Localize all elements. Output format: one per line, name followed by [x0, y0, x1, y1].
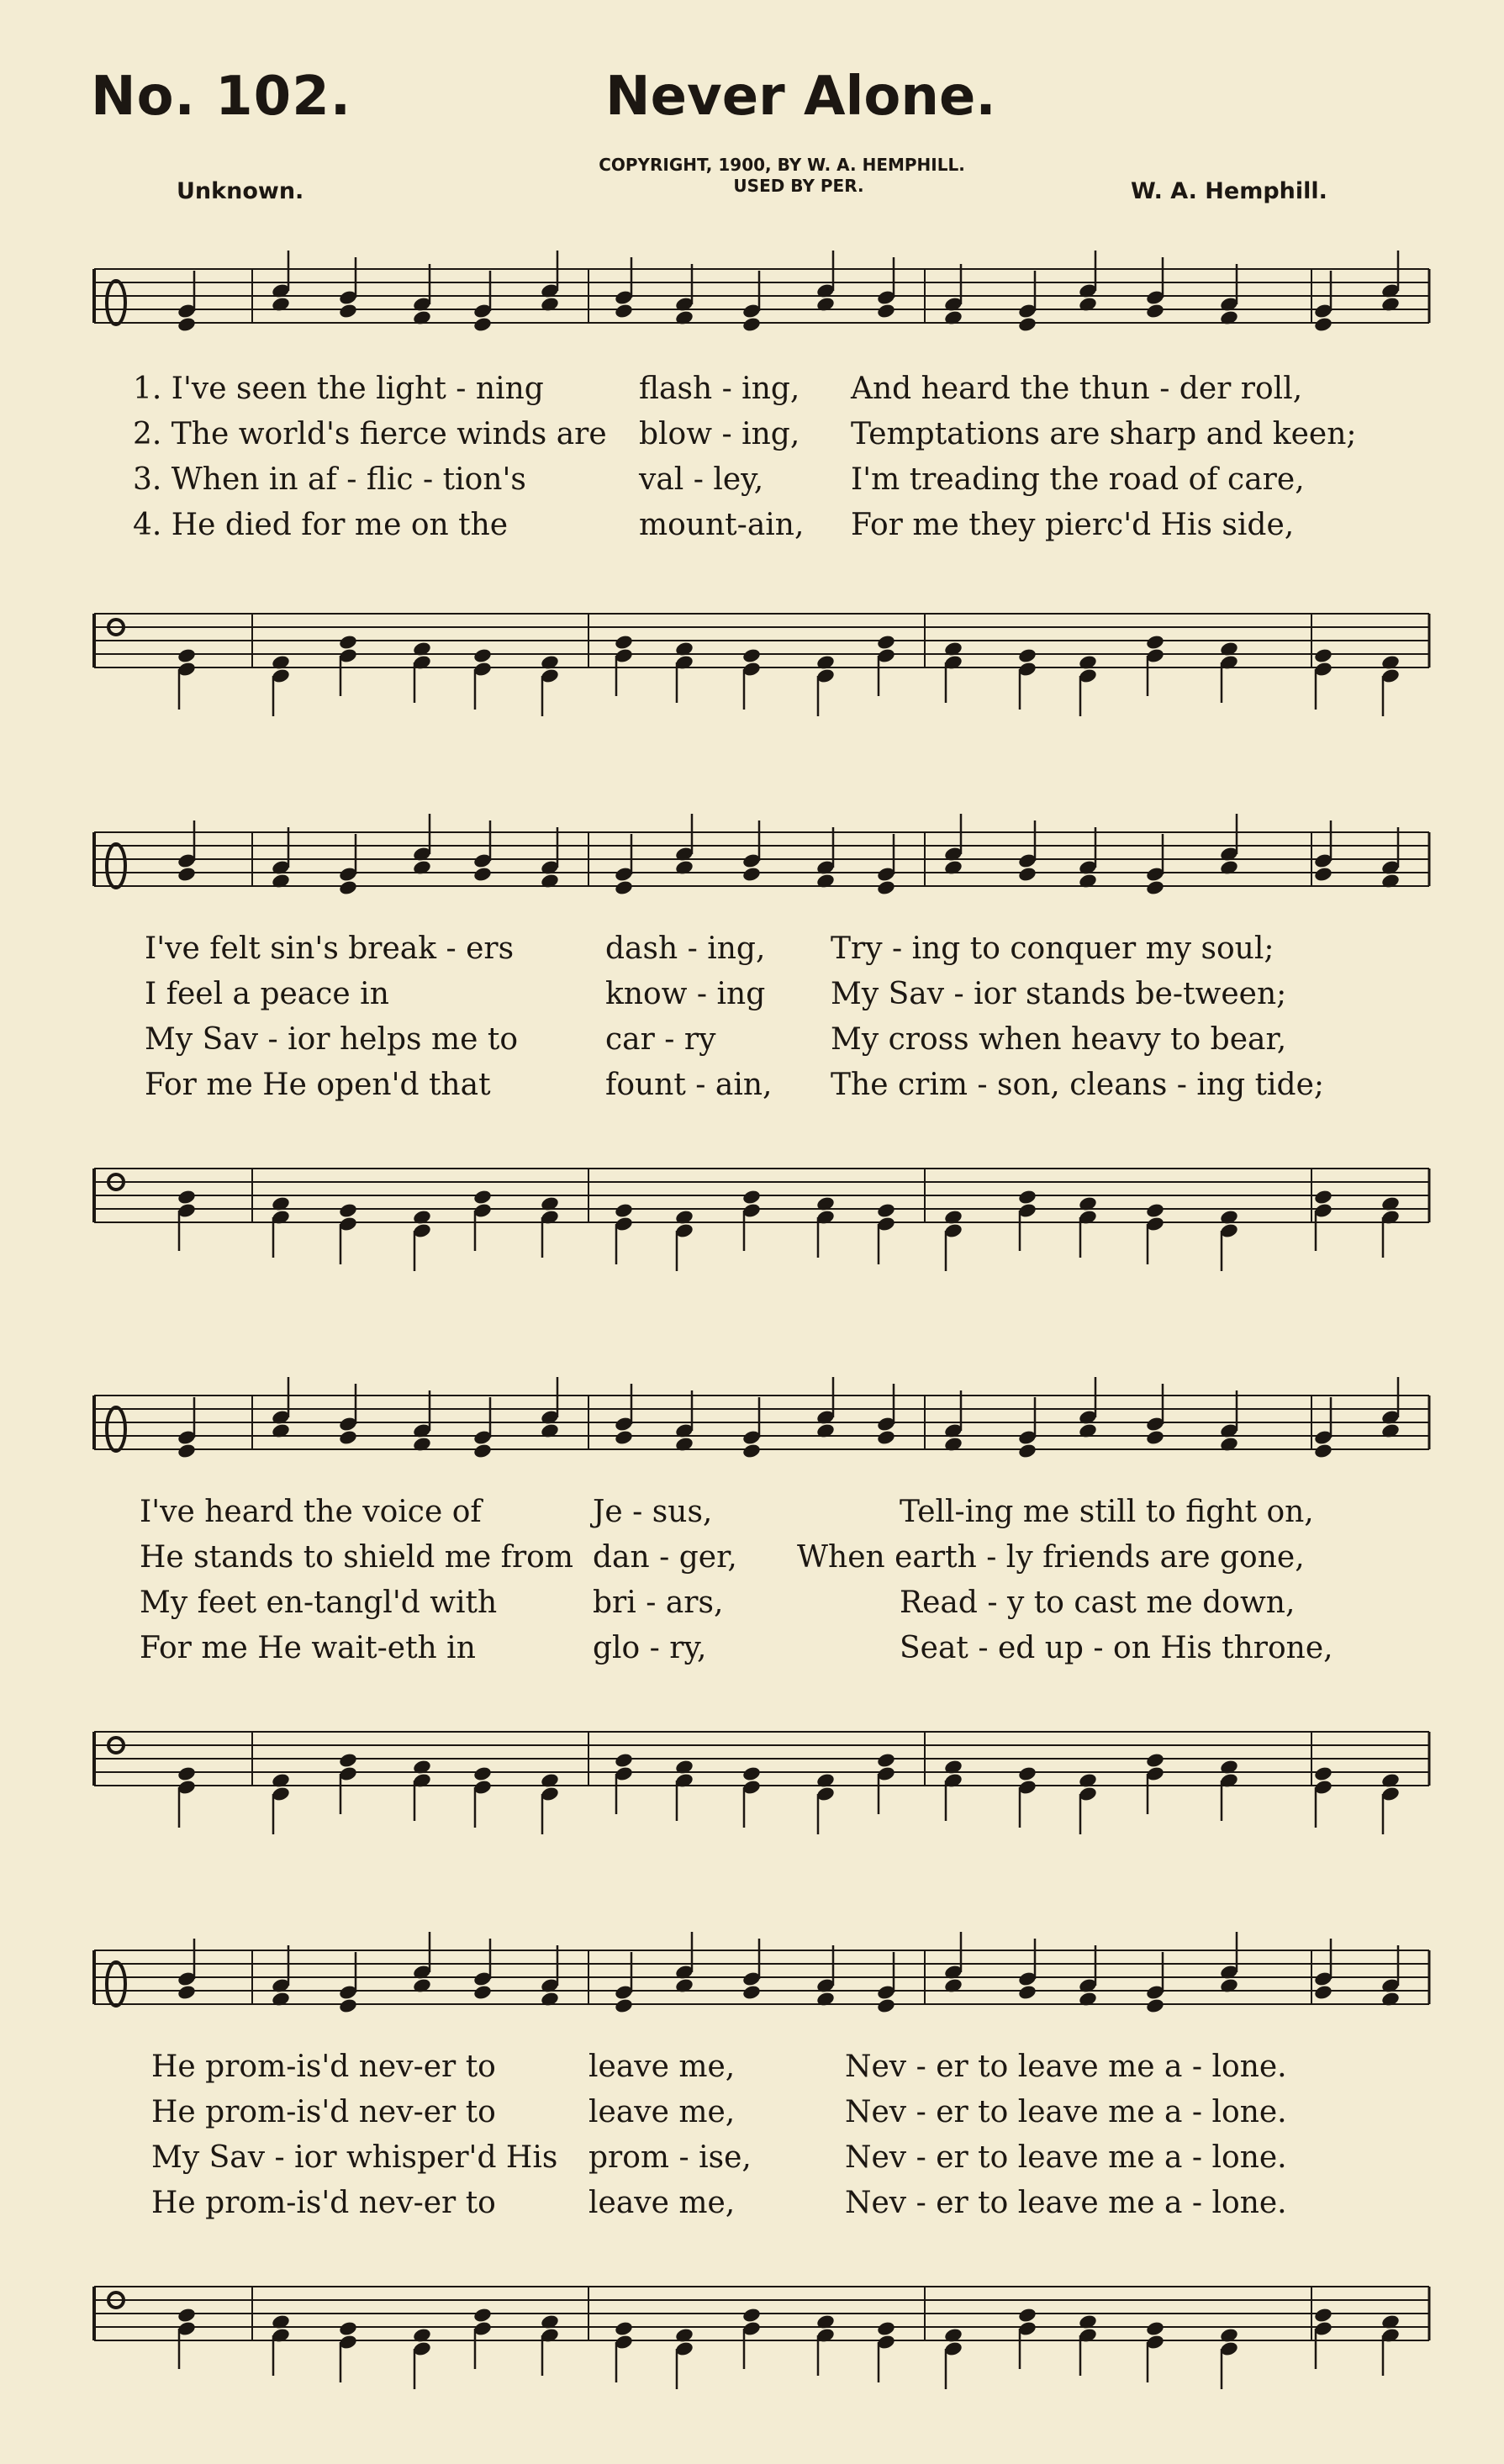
note-head	[472, 316, 493, 333]
note-head	[741, 647, 762, 664]
note-head	[1145, 1202, 1165, 1219]
bass-staff	[0, 580, 1504, 723]
verse-lyrics-block	[0, 367, 1504, 548]
lyric-phrase: 1. I've seen the light - ning	[133, 372, 544, 406]
lyric-phrase: leave me,	[588, 2186, 736, 2220]
lyric-phrase: car - ry	[605, 1022, 716, 1057]
lyric-line-verse-3	[0, 1580, 1504, 1626]
lyric-phrase: For me they pierc'd His side,	[851, 508, 1295, 542]
note-head	[741, 1189, 762, 1206]
note-head	[1145, 634, 1165, 651]
lyric-phrase: He prom-is'd nev-er to	[151, 2095, 496, 2129]
lyric-phrase: flash - ing,	[639, 372, 800, 406]
note-head	[614, 1997, 634, 2014]
note-head	[338, 1752, 358, 1769]
lyric-line-verse-4	[0, 1626, 1504, 1671]
lyric-phrase: He prom-is'd nev-er to	[151, 2186, 496, 2220]
bass-staff	[0, 1698, 1504, 1841]
lyric-line-verse-1	[0, 367, 1504, 412]
treble-clef-icon	[107, 844, 125, 888]
lyric-phrase: For me He open'd that	[145, 1068, 491, 1102]
note-head	[1145, 879, 1165, 896]
lyric-phrase: Nev - er to leave me a - lone.	[845, 2186, 1287, 2220]
note-head	[1313, 866, 1333, 883]
treble-staff	[0, 235, 1504, 370]
note-head	[1017, 2307, 1037, 2324]
lyric-phrase: Je - sus,	[593, 1495, 713, 1529]
note-head	[1313, 1189, 1333, 1206]
note-head	[1313, 316, 1333, 333]
lyric-phrase: My Sav - ior stands be-tween;	[831, 977, 1287, 1011]
note-head	[472, 1443, 493, 1459]
lyric-phrase: Read - y to cast me down,	[900, 1586, 1296, 1620]
treble-staff	[0, 1362, 1504, 1496]
note-head	[1017, 316, 1037, 333]
note-head	[1145, 2320, 1165, 2337]
note-head	[177, 1443, 197, 1459]
lyric-phrase: glo - ry,	[593, 1631, 707, 1665]
note-head	[741, 1443, 762, 1459]
lyric-phrase: Seat - ed up - on His throne,	[900, 1631, 1333, 1665]
note-head	[177, 1765, 197, 1782]
note-head	[741, 316, 762, 333]
note-head	[614, 879, 634, 896]
note-head	[741, 1984, 762, 2001]
lyric-phrase: The crim - son, cleans - ing tide;	[831, 1068, 1325, 1102]
note-head	[472, 1765, 493, 1782]
lyric-phrase: leave me,	[588, 2095, 736, 2129]
note-head	[1017, 647, 1037, 664]
note-head	[1313, 2307, 1333, 2324]
treble-staff	[0, 799, 1504, 933]
verse-lyrics-block	[0, 1490, 1504, 1671]
note-head	[338, 2320, 358, 2337]
note-head	[614, 634, 634, 651]
lyric-line-verse-1	[0, 2045, 1504, 2090]
note-head	[177, 647, 197, 664]
hymn-number: No. 102.	[91, 66, 352, 128]
lyric-phrase: He stands to shield me from	[140, 1540, 573, 1575]
note-head	[338, 1997, 358, 2014]
lyric-line-verse-2	[0, 1535, 1504, 1580]
note-head	[1017, 866, 1037, 883]
note-head	[338, 1429, 358, 1446]
bass-staff	[0, 2253, 1504, 2396]
lyric-phrase: dash - ing,	[605, 931, 766, 966]
note-head	[177, 1984, 197, 2001]
note-head	[741, 2307, 762, 2324]
note-head	[472, 1189, 493, 1206]
lyric-phrase: My Sav - ior helps me to	[145, 1022, 518, 1057]
note-head	[876, 1752, 896, 1769]
note-head	[177, 866, 197, 883]
note-head	[1017, 1984, 1037, 2001]
note-head	[876, 879, 896, 896]
lyric-phrase: He prom-is'd nev-er to	[151, 2050, 496, 2084]
treble-clef-icon	[107, 281, 125, 324]
lyric-phrase: dan - ger,	[593, 1540, 737, 1575]
lyric-phrase: Tell-ing me still to fight on,	[900, 1495, 1314, 1529]
verse-lyrics-block	[0, 2045, 1504, 2226]
treble-clef-icon	[107, 1962, 125, 2006]
note-head	[1145, 1752, 1165, 1769]
lyric-line-verse-2	[0, 2090, 1504, 2135]
lyric-phrase: Nev - er to leave me a - lone.	[845, 2095, 1287, 2129]
lyric-phrase: 3. When in af - flic - tion's	[133, 462, 526, 497]
lyric-phrase: My cross when heavy to bear,	[831, 1022, 1287, 1057]
lyric-phrase: leave me,	[588, 2050, 736, 2084]
lyric-phrase: prom - ise,	[588, 2140, 752, 2175]
lyric-phrase: blow - ing,	[639, 417, 800, 451]
note-head	[472, 866, 493, 883]
note-head	[741, 866, 762, 883]
note-head	[338, 879, 358, 896]
note-head	[472, 647, 493, 664]
note-head	[876, 2320, 896, 2337]
lyric-phrase: When earth - ly friends are gone,	[797, 1540, 1305, 1575]
lyric-phrase: I've heard the voice of	[140, 1495, 482, 1529]
lyric-line-verse-3	[0, 457, 1504, 503]
lyric-phrase: Try - ing to conquer my soul;	[831, 931, 1274, 966]
note-head	[177, 316, 197, 333]
note-head	[1145, 1997, 1165, 2014]
lyric-phrase: Nev - er to leave me a - lone.	[845, 2050, 1287, 2084]
note-head	[1313, 1443, 1333, 1459]
composer-credit: W. A. Hemphill.	[1131, 178, 1327, 204]
note-head	[1313, 1765, 1333, 1782]
verse-lyrics-block	[0, 926, 1504, 1108]
lyric-line-verse-1	[0, 1490, 1504, 1535]
copyright-line: COPYRIGHT, 1900, BY W. A. HEMPHILL.	[599, 155, 965, 175]
copyright-notice	[555, 155, 1009, 197]
lyric-line-verse-2	[0, 412, 1504, 457]
note-head	[876, 634, 896, 651]
note-head	[1313, 647, 1333, 664]
lyric-phrase: mount-ain,	[639, 508, 805, 542]
lyric-phrase: I've felt sin's break - ers	[145, 931, 515, 966]
note-head	[876, 1997, 896, 2014]
lyric-phrase: val - ley,	[639, 462, 764, 497]
treble-clef-icon	[107, 1407, 125, 1451]
permission-line: USED BY PER.	[733, 176, 864, 196]
lyric-line-verse-4	[0, 2181, 1504, 2226]
lyric-line-verse-4	[0, 503, 1504, 548]
lyric-phrase: My Sav - ior whisper'd His	[151, 2140, 558, 2175]
lyric-line-verse-3	[0, 1017, 1504, 1063]
lyric-phrase: 4. He died for me on the	[133, 508, 509, 542]
lyric-phrase: Temptations are sharp and keen;	[851, 417, 1357, 451]
note-head	[614, 1202, 634, 1219]
lyric-phrase: Nev - er to leave me a - lone.	[845, 2140, 1287, 2175]
note-head	[741, 1765, 762, 1782]
lyric-phrase: know - ing	[605, 977, 766, 1011]
note-head	[876, 1202, 896, 1219]
lyric-phrase: I'm treading the road of care,	[851, 462, 1305, 497]
note-head	[1145, 303, 1165, 319]
lyric-phrase: 2. The world's fierce winds are	[133, 417, 607, 451]
note-head	[338, 1202, 358, 1219]
bass-staff	[0, 1135, 1504, 1278]
lyric-line-verse-2	[0, 972, 1504, 1017]
lyric-phrase: For me He wait-eth in	[140, 1631, 476, 1665]
lyric-line-verse-4	[0, 1063, 1504, 1108]
note-head	[1017, 1765, 1037, 1782]
note-head	[338, 303, 358, 319]
note-head	[876, 303, 896, 319]
note-head	[177, 2307, 197, 2324]
note-head	[876, 1429, 896, 1446]
note-head	[1145, 1429, 1165, 1446]
note-head	[472, 2307, 493, 2324]
note-head	[1017, 1443, 1037, 1459]
lyricist-credit: Unknown.	[177, 178, 304, 204]
note-head	[614, 1429, 634, 1446]
lyric-line-verse-3	[0, 2135, 1504, 2181]
note-head	[614, 1752, 634, 1769]
note-head	[614, 303, 634, 319]
lyric-phrase: I feel a peace in	[145, 977, 389, 1011]
note-head	[472, 1984, 493, 2001]
note-head	[614, 2320, 634, 2337]
lyric-line-verse-1	[0, 926, 1504, 972]
hymn-title: Never Alone.	[605, 66, 996, 128]
lyric-phrase: fount - ain,	[605, 1068, 773, 1102]
lyric-phrase: And heard the thun - der roll,	[851, 372, 1303, 406]
lyric-phrase: My feet en-tangl'd with	[140, 1586, 498, 1620]
note-head	[1017, 1189, 1037, 1206]
lyric-phrase: bri - ars,	[593, 1586, 724, 1620]
treble-staff	[0, 1917, 1504, 2051]
note-head	[177, 1189, 197, 1206]
note-head	[1313, 1984, 1333, 2001]
note-head	[338, 634, 358, 651]
